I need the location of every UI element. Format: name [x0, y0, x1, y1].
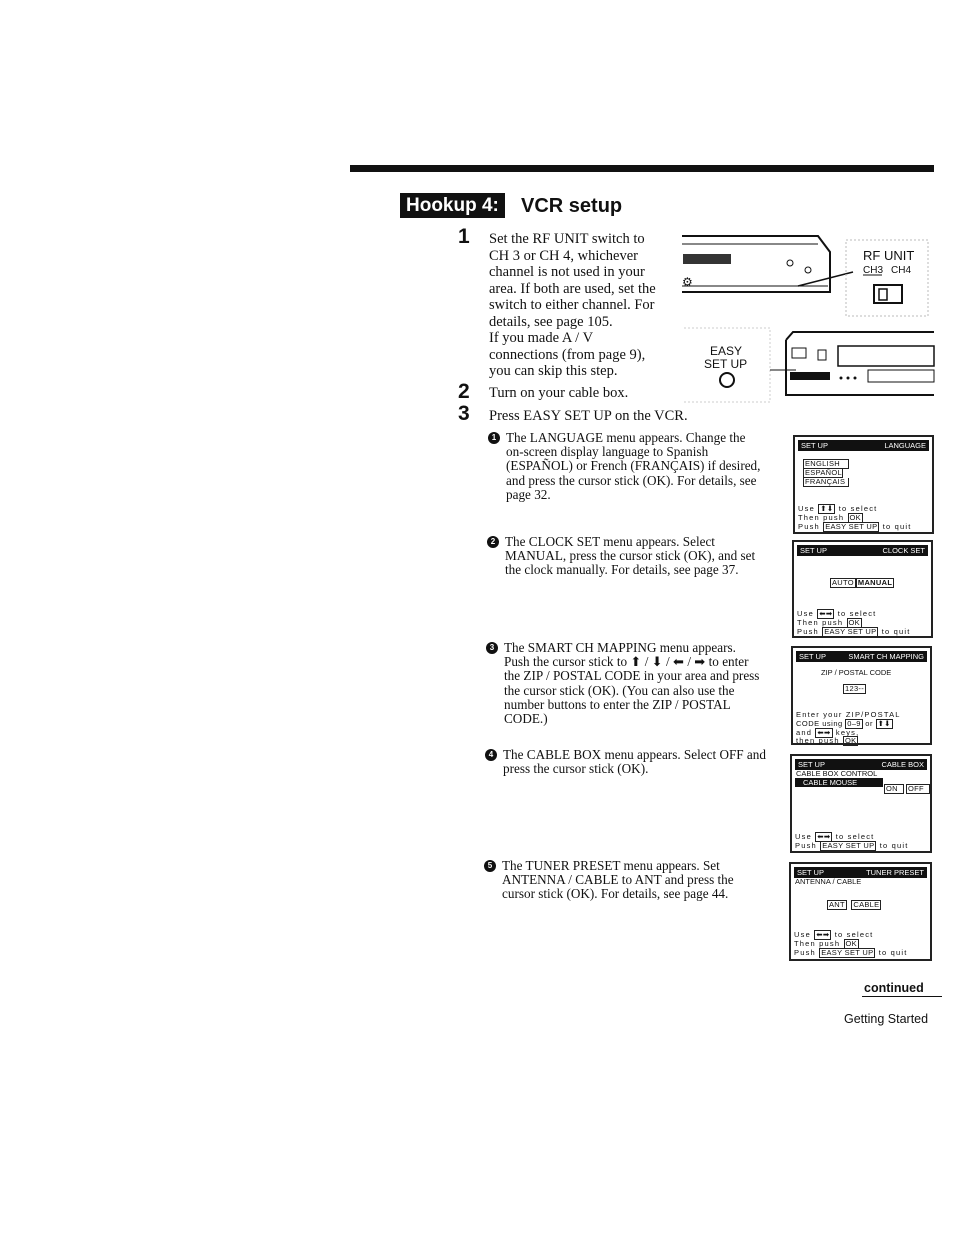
option-on: ON: [884, 784, 904, 794]
option-francais: FRANÇAIS: [803, 478, 849, 487]
circled-number-icon: 5: [484, 860, 496, 872]
section-label: Getting Started: [844, 1012, 929, 1026]
page-title: VCR setup: [521, 195, 623, 217]
cable-box-control-label: CABLE BOX CONTROL: [796, 769, 878, 778]
option-off: OFF: [906, 784, 930, 794]
option-english: ENGLISH: [803, 459, 849, 469]
substep-2: 2 The CLOCK SET menu appears. Select MANUAL, press the cursor stick (OK), and set the clock manually. For details, see page 37.: [487, 535, 790, 578]
substep-1: 1 The LANGUAGE menu appears. Change the on-screen display language to Spanish (ESPAÑOL) or French (FRANÇAIS) if desired, and press the cursor stick (OK). For details, see page 32.: [488, 431, 791, 502]
continued-label: continued: [864, 981, 924, 995]
step-1-number: 1: [458, 225, 470, 248]
svg-text:⚙: ⚙: [682, 275, 693, 289]
option-auto: AUTO: [832, 578, 854, 587]
option-ant: ANT: [829, 900, 845, 909]
rf-unit-label: RF UNIT: [863, 248, 915, 263]
substep-5: 5 The TUNER PRESET menu appears. Set ANTENNA / CABLE to ANT and press the cursor stick (OK). For details, see page 44.: [484, 859, 787, 902]
step-3-number: 3: [458, 402, 470, 425]
header-rule: [350, 165, 934, 172]
option-cable: CABLE: [853, 900, 880, 909]
zip-value: 123--: [845, 684, 865, 693]
step-2-text: Turn on your cable box.: [489, 385, 629, 401]
ch3-label: CH3: [863, 265, 884, 276]
substep-3: 3 The SMART CH MAPPING menu appears. Push the cursor stick to ⬆ / ⬇ / ⬅ / ➡ to enter the ZIP / POSTAL CODE in your area and press the cursor stick (OK). (You can also use the number buttons to enter the ZIP / POSTAL CODE.): [486, 641, 789, 726]
option-manual: MANUAL: [857, 578, 893, 587]
ch4-label: CH4: [891, 265, 912, 276]
language-screen: SET UP LANGUAGE ENGLISH ESPAÑOL FRANÇAIS Use ⬆⬇ to select Then push OK Push EASY SET UP to quit: [793, 435, 934, 534]
circled-number-icon: 1: [488, 432, 500, 444]
step-3-text: Press EASY SET UP on the VCR.: [489, 408, 688, 424]
circled-number-icon: 2: [487, 536, 499, 548]
step-2-number: 2: [458, 380, 470, 403]
step-1-text: Set the RF UNIT switch to CH 3 or CH 4, whichever channel is not used in your area. If both are used, set the switch to either channel. For details, see page 105. If you made A / V connections (from page 9), you can skip this step.: [489, 231, 656, 379]
vcr-illustration: [678, 230, 936, 410]
smart-ch-mapping-screen: SET UP SMART CH MAPPING ZIP / POSTAL CODE 123-- Enter your ZIP/POSTAL CODE using 0–9 or ⬆⬇ and ⬅➡ keys, then push OK: [791, 646, 932, 745]
hookup-badge: Hookup 4:: [400, 193, 505, 218]
circled-number-icon: 3: [486, 642, 498, 654]
zip-label: ZIP / POSTAL CODE: [821, 668, 892, 677]
cable-mouse-label: CABLE MOUSE: [795, 778, 883, 787]
option-espanol: ESPAÑOL: [805, 468, 842, 477]
substep-4: 4 The CABLE BOX menu appears. Select OFF and press the cursor stick (OK).: [485, 748, 793, 776]
circled-number-icon: 4: [485, 749, 497, 761]
antenna-cable-label: ANTENNA / CABLE: [795, 877, 862, 886]
clock-set-screen: SET UP CLOCK SET AUTO MANUAL Use ⬅➡ to select Then push OK Push EASY SET UP to quit: [792, 540, 933, 638]
continued-rule: [862, 996, 942, 997]
setup-label: SET UP: [704, 357, 748, 371]
easy-label: EASY: [710, 344, 743, 358]
cable-box-screen: SET UP CABLE BOX CABLE BOX CONTROL CABLE MOUSE ON OFF Use ⬅➡ to select Push EASY SET UP to quit: [790, 754, 932, 853]
tuner-preset-screen: SET UP TUNER PRESET ANTENNA / CABLE ANT CABLE Use ⬅➡ to select Then push OK Push EASY SET UP to quit: [789, 862, 932, 961]
